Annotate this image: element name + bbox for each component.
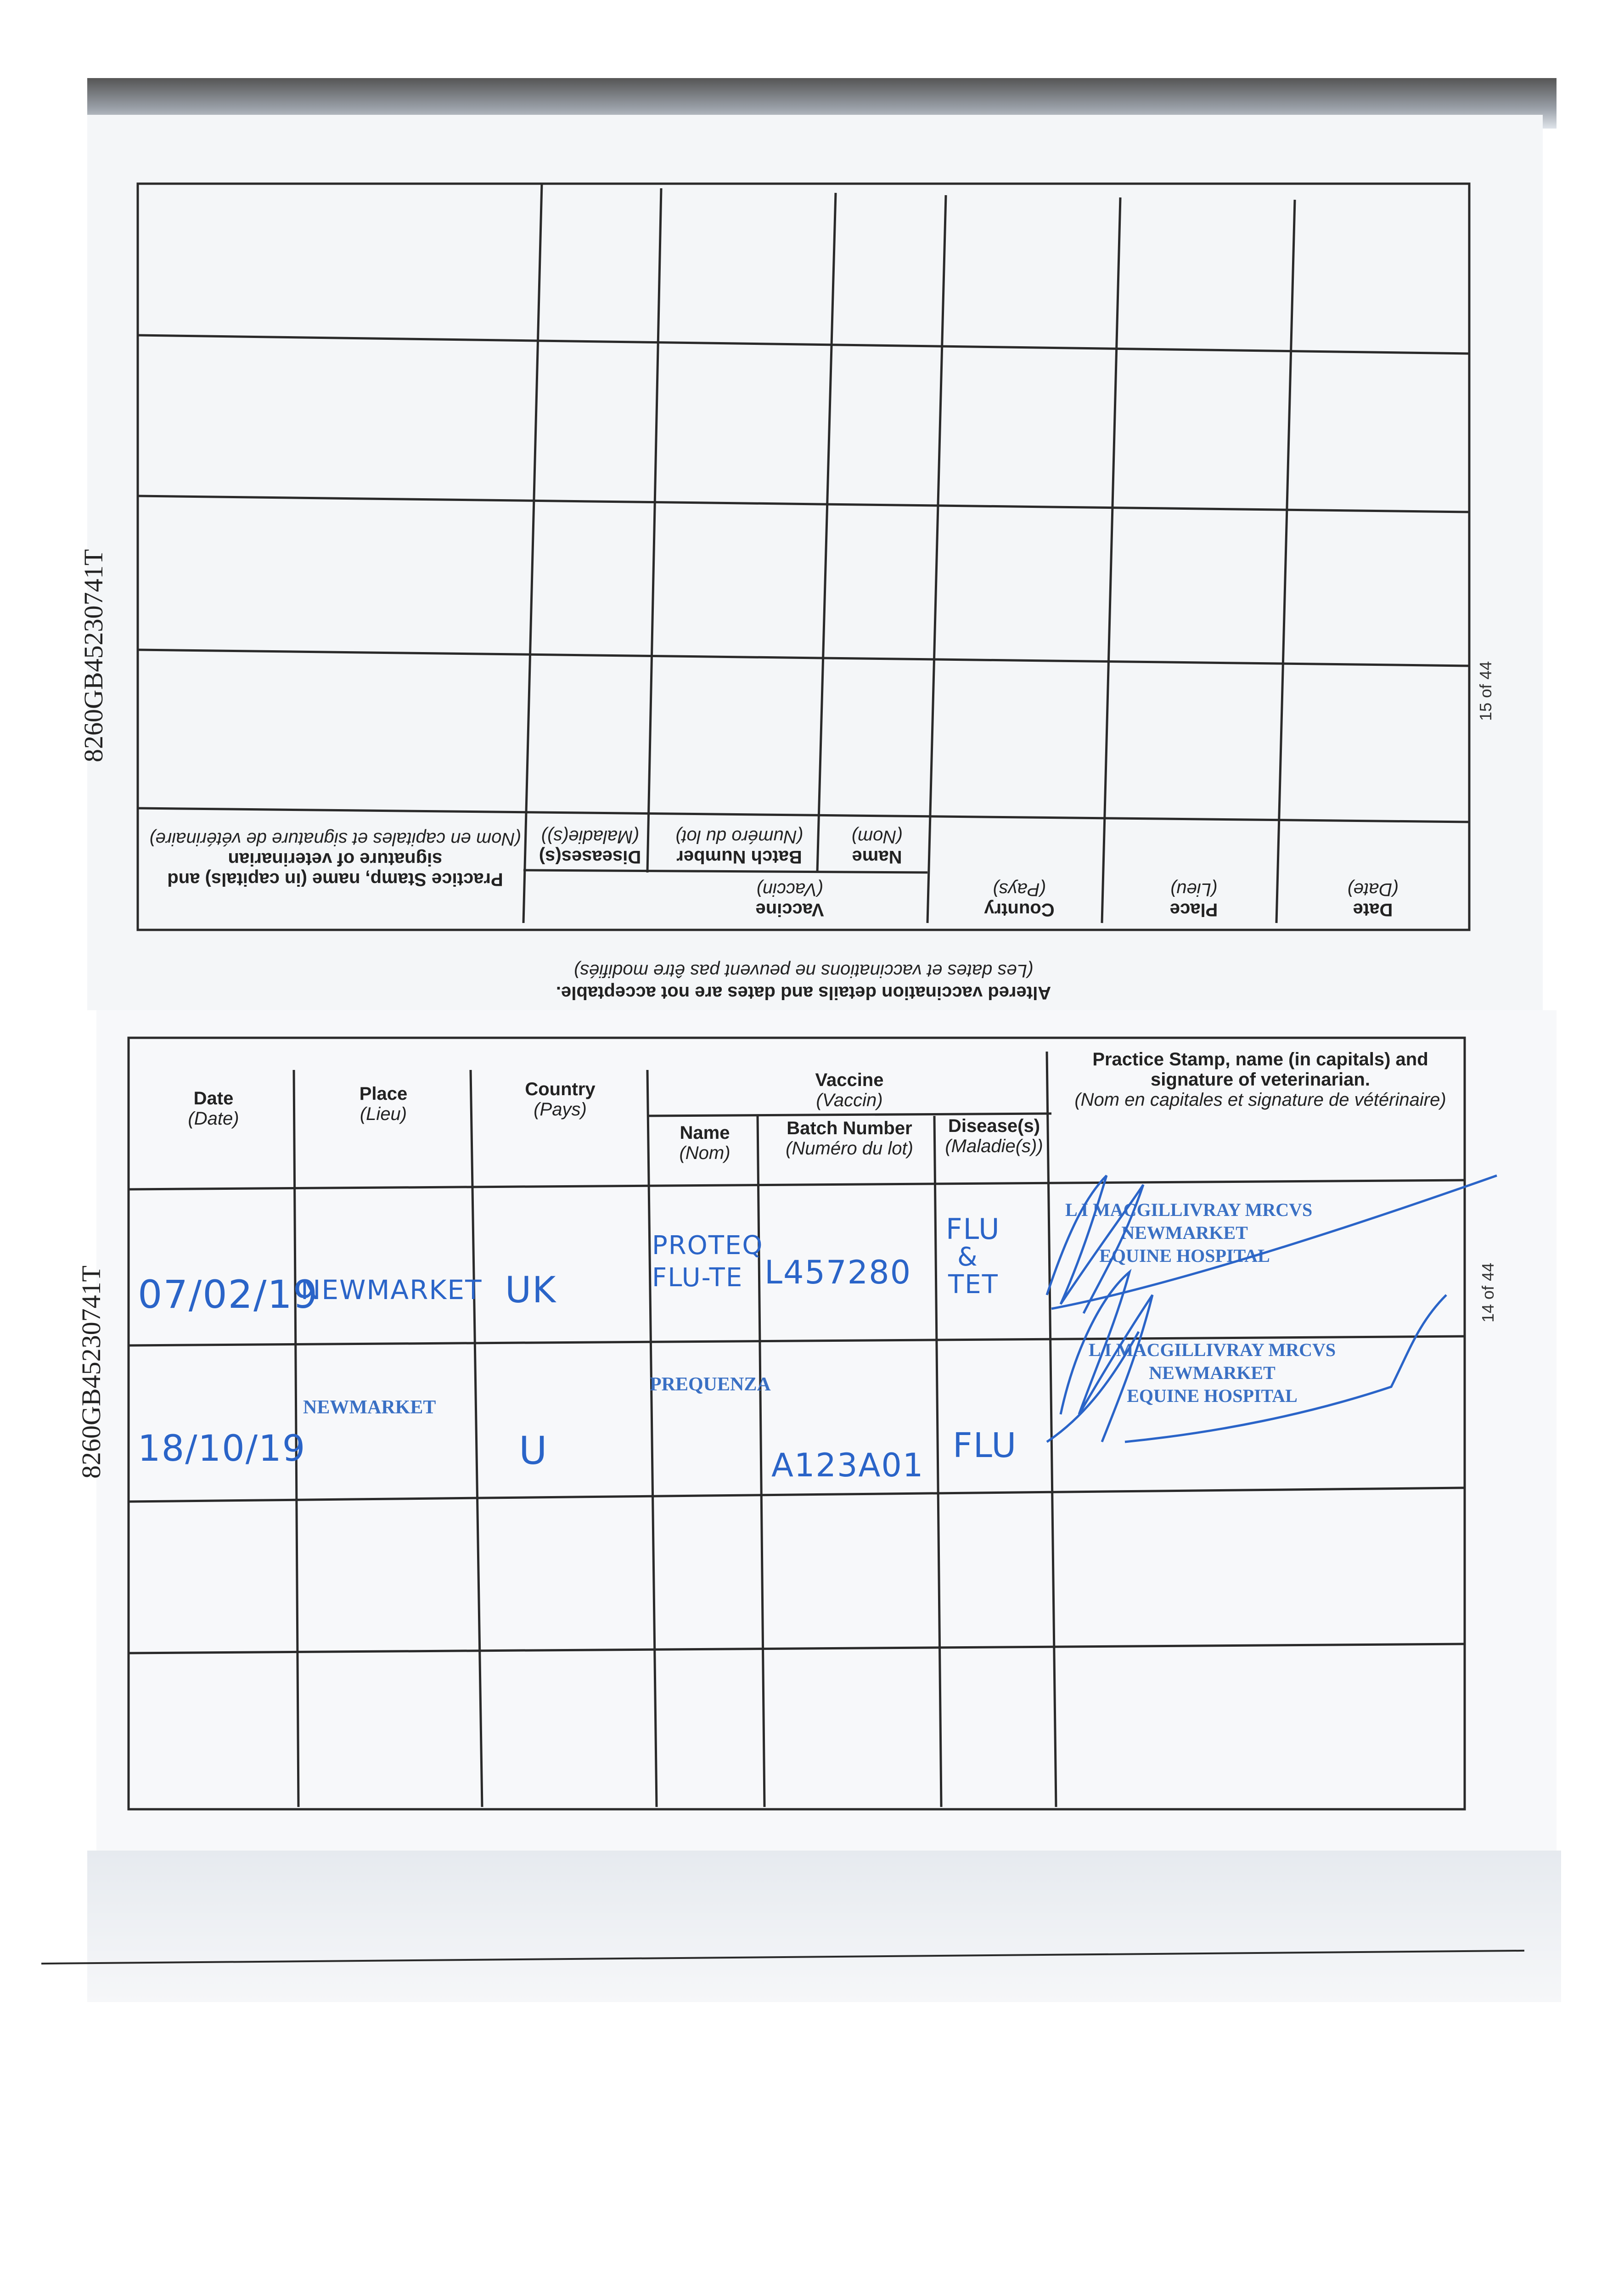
- bottom-col-disease: [934, 1116, 941, 1807]
- top-header-name: Name (Nom): [851, 827, 903, 867]
- entry-1-country: UK: [505, 1270, 557, 1311]
- entry-1-disease-line2: &: [957, 1242, 978, 1272]
- top-row-line-1: [138, 335, 1469, 354]
- serial-number-top: 8260GB45230741T: [79, 549, 108, 762]
- alteration-notice: [528, 960, 1079, 1004]
- header-name: Name (Nom): [679, 1123, 731, 1163]
- entry-1-stamp-line3: EQUINE HOSPITAL: [1099, 1245, 1270, 1266]
- top-header-country: Country (Pays): [984, 879, 1055, 920]
- top-col-batch: [817, 193, 836, 872]
- top-col-place: [1276, 200, 1295, 923]
- entry-2-disease: FLU: [953, 1426, 1017, 1465]
- top-header-disease: Diseases(s) (Maladie(s)): [539, 827, 641, 867]
- entry-1-date: 07/02/19: [138, 1272, 319, 1317]
- bottom-col-vaccine: [647, 1070, 657, 1807]
- entry-2-stamp-line1: L I MACGILLIVRAY MRCVS: [1088, 1339, 1336, 1360]
- header-vaccine: Vaccine (Vaccin): [815, 1070, 884, 1110]
- entry-2-stamp-line2: NEWMARKET: [1149, 1362, 1276, 1383]
- bottom-col-batch: [758, 1116, 764, 1807]
- bottom-col-country: [471, 1070, 482, 1807]
- header-place: Place (Lieu): [359, 1084, 408, 1124]
- notice-english: Altered vaccination details and dates are not acceptable.: [556, 983, 1051, 1003]
- page-number-bottom: 14 of 44: [1478, 1262, 1497, 1322]
- top-header-place: Place (Lieu): [1169, 879, 1218, 920]
- header-practice-stamp: Practice Stamp, name (in capitals) and signature of veterinarian. (Nom en capitales et signature de vétérinaire): [1074, 1049, 1446, 1110]
- entry-1-stamp-line1: L I MACGILLIVRAY MRCVS: [1065, 1199, 1313, 1220]
- top-header-date: Date (Date): [1347, 879, 1399, 920]
- entry-1-vaccine-line1: PROTEQ: [652, 1231, 764, 1261]
- top-col-country: [1102, 197, 1120, 923]
- entry-1-vaccine-line2: FLU-TE: [652, 1263, 743, 1293]
- top-row-line-3: [138, 650, 1469, 666]
- entry-1-stamp-line2: NEWMARKET: [1121, 1222, 1248, 1243]
- top-col-name: [927, 195, 946, 923]
- top-row-line-2: [138, 496, 1469, 512]
- veterinarian-signature: [1033, 1157, 1538, 1479]
- entry-2-batch: A123A01: [771, 1446, 924, 1484]
- top-header-batch: Batch Number (Numéro du lot): [675, 827, 803, 867]
- bottom-row-line-3: [129, 1644, 1465, 1653]
- entry-2-date: 18/10/19: [138, 1428, 306, 1469]
- top-header-stamp: Practice Stamp, name (in capitals) and signature of veterinarian (Nom en capitales et signature de vétérinaire): [149, 829, 521, 889]
- entry-1-batch: L457280: [764, 1254, 912, 1291]
- entry-1-place: NEWMARKET: [301, 1274, 483, 1306]
- notice-french: (Les dates et vaccinations ne peuvent pas être modifiés): [573, 961, 1034, 981]
- header-batch-number: Batch Number (Numéro du lot): [786, 1118, 913, 1159]
- top-subrow-line: [523, 870, 927, 872]
- top-header-vaccine: Vaccine (Vaccin): [755, 879, 824, 920]
- entry-2-place: NEWMARKET: [303, 1397, 436, 1418]
- top-table-border: [138, 184, 1469, 930]
- header-country: Country (Pays): [525, 1079, 596, 1120]
- page-number-top: 15 of 44: [1476, 661, 1495, 721]
- top-row-line-4: [138, 808, 1469, 822]
- entry-2-vaccine: PREQUENZA: [650, 1374, 771, 1395]
- top-col-disease: [647, 188, 661, 872]
- bottom-row-line-2: [129, 1488, 1465, 1502]
- header-date: Date (Date): [188, 1088, 239, 1129]
- entry-1-disease-line3: TET: [948, 1270, 999, 1300]
- entry-2-stamp-line3: EQUINE HOSPITAL: [1127, 1385, 1298, 1406]
- entry-2-country: U: [519, 1428, 548, 1473]
- serial-number-bottom: 8260GB45230741T: [76, 1266, 106, 1479]
- entry-1-disease-line1: FLU: [946, 1212, 1000, 1246]
- header-disease: Disease(s) (Maladie(s)): [945, 1116, 1043, 1156]
